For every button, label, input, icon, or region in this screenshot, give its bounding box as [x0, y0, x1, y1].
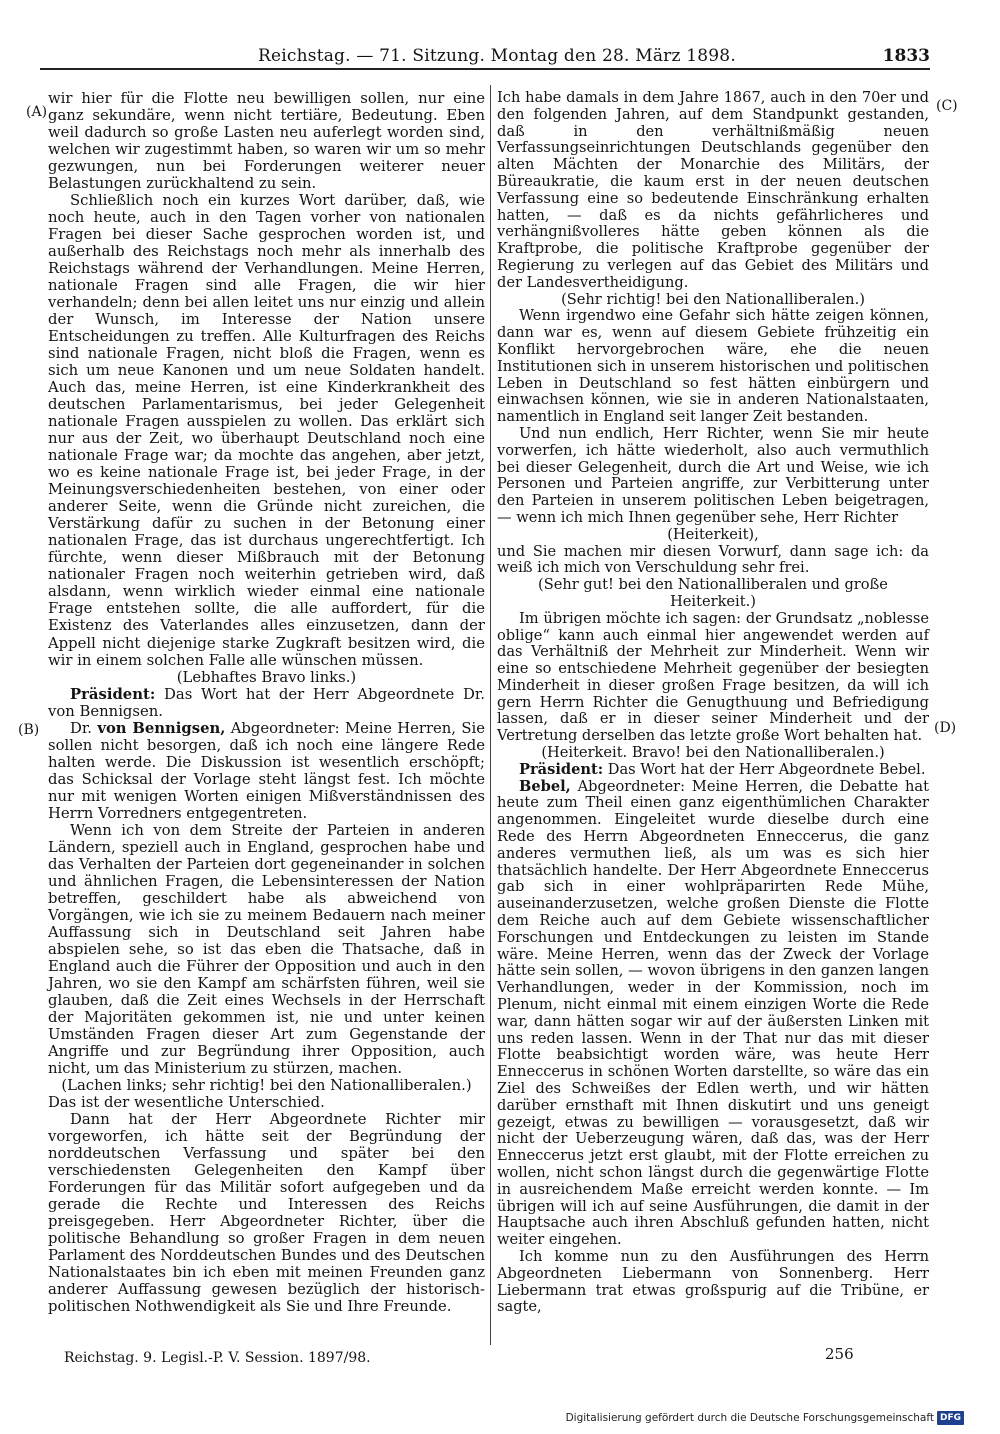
- paragraph: Wenn irgendwo eine Gefahr sich hätte zeigen können, dann war es, wenn auf diesem Gebiete frühzeitig ein Konflikt hervorgebrochen wäre, ehe die neuen Institutionen sich in unserem historischen und politischen Leben in Deutschland so fest hätten einbürgern und einwachsen können, wie sie in anderen Nationalstaaten, namentlich in England seit langer Zeit bestanden.: [497, 307, 929, 426]
- speaker-name: von Bennigsen,: [97, 719, 226, 737]
- sheet-number: 256: [825, 1345, 854, 1363]
- paragraph: Ich habe damals in dem Jahre 1867, auch in den 70er und den folgenden Jahren, auf dem Standpunkt gestanden, daß in den verhältnißmäßig neuen Verfassungseinrichtungen Deutschlands gegenüber den alten Mächten der Monarchie des Militärs, der Büreaukratie, die kaum erst in der neuen deutschen Verfassung eine so bedeutende Einschränkung erhalten hatten, — daß es da nichts gefährlicheres und verhängnißvolleres hätte geben können als die Kraftprobe, die politische Kraftprobe gegenüber der Regierung zu verlegen auf das Gebiet des Militärs und der Landesvertheidigung.: [497, 89, 929, 291]
- speaker-name: Präsident:: [519, 760, 604, 778]
- speech-text: Das Wort hat der Herr Abgeordnete Dr. von Bennigsen.: [48, 685, 485, 720]
- speaker-name: Bebel,: [519, 777, 571, 795]
- speaker-name: Präsident:: [70, 685, 156, 703]
- paragraph: Schließlich noch ein kurzes Wort darüber, daß, wie noch heute, auch in den Tagen vorher von nationalen Fragen bei dieser Sache gesprochen worden ist, und außerhalb des Reichstags noch mehr als innerhalb des Reichstags während der Verhandlungen. Meine Herren, nationale Fragen sind alle Fragen, die wir hier verhandeln; denn bei allen leitet uns nur einzig und allein der Wunsch, im Interesse der Nation unsere Entscheidungen zu treffen. Alle Kulturfragen des Reichs sind nationale Fragen, nicht bloß die Fragen, wenn es sich um neue Kanonen und um neue Soldaten handelt. Auch das, meine Herren, ist eine Kinderkrankheit des deutschen Parlamentarismus, bei jeder Gelegenheit nationale Fragen ausspielen zu wollen. Das erklärt sich nur aus der Zeit, wo überhaupt Deutschland noch eine nationale Frage war; da mochte das angehen, aber jetzt, wo es keine nationale Frage ist, bei jeder Frage, in der Meinungsverschiedenheiten bestehen, von einer oder anderer Seite, wenn die Gründe nicht zureichen, die Verstärkung dafür zu suchen in der Betonung einer nationalen Frage, das ist durchaus ungerechtfertigt. Ich fürchte, wenn dieser Mißbrauch mit der Betonung nationaler Fragen noch weiterhin getrieben wird, daß alsdann, wenn wirklich wieder einmal eine nationale Frage entstehen sollte, die alle auffordert, für die Existenz des Vaterlandes alles einzusetzen, dann der Appell nicht diejenige starke Zugkraft besitzen wird, die wir in einem solchen Falle alle wünschen müssen.: [48, 192, 485, 669]
- stage-direction: (Heiterkeit),: [667, 525, 759, 543]
- running-title: Reichstag. — 71. Sitzung. Montag den 28. März 1898.: [258, 46, 736, 66]
- president-statement: [48, 686, 485, 720]
- paragraph: wir hier für die Flotte neu bewilligen sollen, nur eine ganz sekundäre, wenn nicht tertiäre, Bedeutung. Eben weil dadurch so große Lasten neu auferlegt worden sind, welchen wir zugestimmt haben, so waren wir um so mehr gezwungen, nun bei Forderungen weiterer neuer Belastungen zurückhaltend zu sein.: [48, 90, 485, 193]
- page-header: [0, 40, 1000, 70]
- stage-direction: (Lebhaftes Bravo links.): [176, 668, 357, 686]
- paragraph: Im übrigen möchte ich sagen: der Grundsatz „noblesse oblige“ kann auch einmal hier angewendet werden auf das Verhältniß der Mehrheit zur Minderheit. Wenn wir eine so entschiedene Mehrheit gegenüber der besiegten Minderheit in dieser großen Frage besitzen, da will ich gern Herrn Richter die Genugthuung und Befriedigung lassen, daß er in dieser seiner Minderheit und der Vertretung derselben das letzte große Wort behalten hat.: [497, 609, 929, 745]
- right-column: [497, 90, 929, 1316]
- paragraph: Und nun endlich, Herr Richter, wenn Sie mir heute vorwerfen, ich hätte wiederholt, also auch vermuthlich bei dieser Gelegenheit, durch die Art und Weise, wie ich Personen und Parteien angriffe, zur Verbitterung unter den Parteien in unserem politischen Leben beigetragen, — wenn ich mich Ihnen gegenüber sehe, Herr Richter: [497, 424, 929, 526]
- dfg-logo: DFG: [937, 1411, 964, 1425]
- left-column: [48, 90, 485, 1315]
- margin-marker-c: (C): [936, 98, 958, 114]
- stage-direction: (Sehr richtig! bei den Nationalliberalen.): [561, 290, 865, 308]
- speaker-title: Dr.: [70, 719, 93, 737]
- speech-text: Meine Herren, die Debatte hat heute zum Theil einen ganz eigenthümlichen Charakter angenommen. Eingeleitet wurde dieselbe durch eine Rede des Herrn Abgeordneten Enneccerus, die ganz anderes vermuthen ließ, als um was es sich hier thatsächlich handelte. Der Herr Abgeordnete Enneccerus gab sich in einer wohlpräparirten Rede Mühe, auseinanderzusetzen, welche großen Dienste die Flotte dem Reiche auch auf dem Gebiete wissenschaftlicher Forschungen und Entdeckungen zu leisten im Stande wäre. Meine Herren, wenn das der Zweck der Vorlage hätte sein sollen, — wovon übrigens in den ganzen langen Verhandlungen, weder in der Kommission, noch im Plenum, nicht einmal mit einem einzigen Worte die Rede war, dann hätten sogar wir auf der äußersten Linken mit uns reden lassen. Wenn in der That nur das mit dieser Flotte beabsichtigt worden wäre, was heute Herr Enneccerus in schönen Worten darstellte, so wäre das ein Ziel des Schweißes der Edlen werth, und wir hätten darüber ernsthaft mit Ihnen diskutirt und uns geneigt gezeigt, etwas zu bewilligen — vorausgesetzt, daß wir nicht der Ueberzeugung wären, daß das, was der Herr Enneccerus jetzt erst glaubt, mit der Flotte erreichen zu wollen, nicht schon längst durch die gegenwärtige Flotte in ausreichendem Maße erreicht werden konnte. — Im übrigen will ich auf seine Ausführungen, die damit in der Hauptsache auch ihren Abschluß gefunden hatten, nicht weiter eingehen.: [497, 777, 930, 1249]
- speech-text: Das Wort hat der Herr Abgeordnete Bebel.: [607, 760, 926, 778]
- paragraph: Dann hat der Herr Abgeordnete Richter mir vorgeworfen, ich hätte seit der Begründung der norddeutschen Verfassung und später bei den verschiedensten Gelegenheiten den Kampf über Forderungen für das Militär sofort aufgegeben und da gerade die Rechte und Interessen des Reichs preisgegeben. Herr Abgeordneter Richter, über die politische Behandlung so großer Fragen in dem neuen Parlament des Norddeutschen Bundes und des Deutschen Nationalstaates bin ich eben mit meinen Freunden ganz anderer Auffassung gewesen bezüglich der historisch-politischen Nothwendigkeit als Sie und Ihre Freunde.: [48, 1110, 485, 1316]
- paragraph: Das ist der wesentliche Unterschied.: [48, 1093, 325, 1111]
- margin-marker-d: (D): [934, 720, 957, 736]
- margin-marker-b: (B): [18, 722, 40, 738]
- header-rule: [40, 68, 930, 70]
- speech-bebel: [497, 779, 929, 1249]
- speaker-role: Abgeordneter:: [577, 777, 686, 795]
- speech-text: Meine Herren, Sie sollen nicht besorgen, daß ich noch eine längere Rede halten werde. Die Diskussion ist wesentlich erschöpft; das Schicksal der Vorlage steht längst fest. Ich möchte nur mit wenigen Worten einigen Mißverständnissen des Herrn Vorredners entgegentreten.: [48, 719, 485, 822]
- column-divider: [490, 85, 491, 1345]
- margin-marker-a: (A): [26, 104, 48, 120]
- speaker-role: Abgeordneter:: [230, 719, 340, 737]
- page-number: 1833: [882, 46, 930, 66]
- stage-direction: (Sehr gut! bei den Nationalliberalen und große Heiterkeit.): [538, 576, 888, 610]
- paragraph: und Sie machen mir diesen Vorwurf, dann sage ich: da weiß ich mich von Verschuldung sehr frei.: [497, 542, 929, 577]
- digitization-notice: [566, 1410, 964, 1426]
- digitization-text: Digitalisierung gefördert durch die Deutsche Forschungsgemeinschaft: [565, 1412, 934, 1424]
- speech-bennigsen: [48, 720, 485, 822]
- paragraph: Ich komme nun zu den Ausführungen des Herrn Abgeordneten Liebermann von Sonnenberg. Herr Liebermann trat etwas großspurig auf die Tribüne, er sagte,: [497, 1247, 929, 1316]
- paragraph: Wenn ich von dem Streite der Parteien in anderen Ländern, speziell auch in England, gesprochen habe und das Verhalten der Parteien dort gegeneinander in solchen und ähnlichen Fragen, die Lebensinteressen der Nation betreffen, geschildert habe als abweichend von Vorgängen, wie ich sie zu meinem Bedauern nach meiner Auffassung sich in Deutschland seit Jahren habe abspielen sehe, so ist das eben die Thatsache, daß in England auch die Führer der Opposition und auch in den Jahren, wo sie den Kampf am schärfsten führen, weil sie glauben, daß die Zeit eines Wechsels in der Herrschaft der Majoritäten gekommen ist, nie und unter keinen Umständen Fragen dieser Art zum Gegenstande der Angriffe und zur Begründung ihrer Opposition, auch nicht, um das Ministerium zu stürzen, machen.: [48, 821, 485, 1077]
- stage-direction: (Heiterkeit. Bravo! bei den Nationalliberalen.): [541, 744, 885, 762]
- stage-direction: (Lachen links; sehr richtig! bei den Nationalliberalen.): [61, 1076, 472, 1094]
- president-statement: [497, 762, 929, 779]
- footer-session-info: Reichstag. 9. Legisl.-P. V. Session. 1897/98.: [64, 1350, 371, 1366]
